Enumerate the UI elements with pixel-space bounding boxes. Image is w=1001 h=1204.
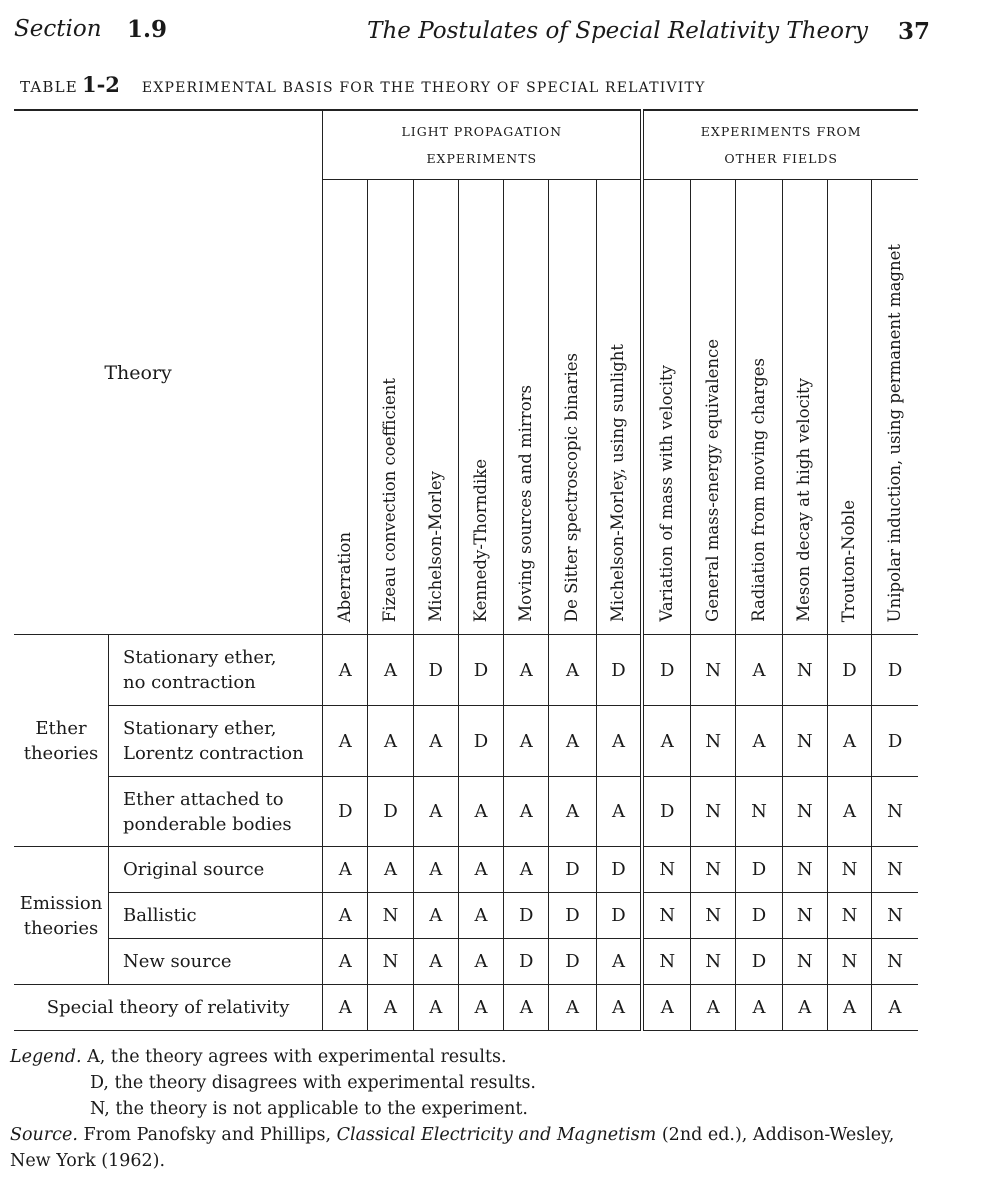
legend-line-a bbox=[10, 1044, 940, 1070]
cell-value: D bbox=[827, 635, 871, 706]
cell-value: N bbox=[691, 847, 736, 893]
legend-label: Legend. bbox=[10, 1047, 82, 1067]
row-label-line2: Lorentz contraction bbox=[123, 743, 304, 764]
chapter-title: The Postulates of Special Relativity Theory bbox=[367, 18, 868, 44]
cell-value: N bbox=[691, 706, 736, 777]
cell-value: D bbox=[368, 777, 413, 847]
cell-value: A bbox=[413, 847, 458, 893]
cell-value: D bbox=[596, 847, 642, 893]
cell-value: A bbox=[323, 985, 368, 1031]
row-group-label bbox=[14, 635, 109, 847]
cell-value: D bbox=[736, 847, 782, 893]
source-after: (2nd ed.), Addison-Wesley, bbox=[661, 1125, 895, 1145]
row-label bbox=[109, 847, 323, 893]
column-header bbox=[872, 180, 918, 635]
section-number: 1.9 bbox=[127, 16, 168, 43]
column-header bbox=[458, 180, 503, 635]
cell-value: D bbox=[549, 847, 596, 893]
group-other-fields bbox=[642, 110, 918, 180]
column-header bbox=[323, 180, 368, 635]
cell-value: D bbox=[323, 777, 368, 847]
cell-value: A bbox=[323, 635, 368, 706]
legend-n-text: N, the theory is not applicable to the experiment. bbox=[90, 1099, 528, 1119]
column-header-label: Kennedy-Thorndike bbox=[470, 458, 490, 622]
column-header-label: Radiation from moving charges bbox=[748, 358, 768, 622]
cell-value: A bbox=[458, 847, 503, 893]
cell-value: A bbox=[549, 706, 596, 777]
column-header bbox=[596, 180, 642, 635]
cell-value: D bbox=[504, 893, 549, 939]
cell-value: N bbox=[691, 893, 736, 939]
cell-value: D bbox=[549, 939, 596, 985]
cell-value: N bbox=[872, 893, 918, 939]
column-header bbox=[368, 180, 413, 635]
cell-value: A bbox=[458, 777, 503, 847]
cell-value: A bbox=[596, 777, 642, 847]
row-label bbox=[109, 706, 323, 777]
cell-value: A bbox=[413, 893, 458, 939]
row-label bbox=[14, 985, 323, 1031]
row-label-line1: Stationary ether, bbox=[123, 647, 277, 668]
cell-value: N bbox=[782, 939, 827, 985]
row-label-line2: ponderable bodies bbox=[123, 813, 292, 835]
cell-value: N bbox=[827, 893, 871, 939]
column-header-label: Unipolar induction, using permanent magnet bbox=[884, 243, 904, 622]
row-group-line2: theories bbox=[23, 742, 99, 764]
cell-value: N bbox=[642, 893, 690, 939]
theory-header: Theory bbox=[14, 110, 323, 635]
row-label bbox=[109, 893, 323, 939]
cell-value: A bbox=[872, 985, 918, 1031]
cell-value: A bbox=[504, 847, 549, 893]
cell-value: A bbox=[827, 777, 871, 847]
cell-value: D bbox=[642, 777, 690, 847]
cell-value: N bbox=[872, 777, 918, 847]
column-header bbox=[504, 180, 549, 635]
column-header bbox=[549, 180, 596, 635]
cell-value: D bbox=[736, 893, 782, 939]
cell-value: A bbox=[504, 706, 549, 777]
table-row bbox=[14, 985, 918, 1031]
cell-value: A bbox=[458, 939, 503, 985]
table-caption bbox=[20, 72, 920, 97]
row-label bbox=[109, 777, 323, 847]
row-group-line2: theories bbox=[23, 917, 99, 939]
cell-value: N bbox=[691, 777, 736, 847]
cell-value: A bbox=[596, 939, 642, 985]
cell-value: N bbox=[782, 635, 827, 706]
page-number: 37 bbox=[897, 18, 930, 45]
table-caption-word: TABLE bbox=[20, 78, 78, 96]
legend-d-text: D, the theory disagrees with experimental results. bbox=[90, 1073, 536, 1093]
cell-value: N bbox=[782, 893, 827, 939]
row-label-line1: Stationary ether, bbox=[123, 718, 277, 739]
table-body bbox=[14, 635, 918, 1031]
cell-value: A bbox=[736, 635, 782, 706]
cell-value: D bbox=[549, 893, 596, 939]
cell-value: N bbox=[691, 939, 736, 985]
cell-value: A bbox=[323, 847, 368, 893]
group-label-line2: EXPERIMENTS bbox=[426, 151, 538, 166]
table-number: 1-2 bbox=[81, 72, 120, 97]
cell-value: N bbox=[872, 847, 918, 893]
cell-value: N bbox=[642, 939, 690, 985]
experiment-table bbox=[14, 109, 918, 1031]
cell-value: A bbox=[413, 985, 458, 1031]
cell-value: A bbox=[368, 635, 413, 706]
cell-value: N bbox=[782, 777, 827, 847]
cell-value: A bbox=[549, 635, 596, 706]
group-light-propagation bbox=[323, 110, 643, 180]
row-label bbox=[109, 939, 323, 985]
cell-value: A bbox=[458, 893, 503, 939]
column-header bbox=[413, 180, 458, 635]
column-header-label: General mass-energy equivalence bbox=[702, 339, 722, 622]
cell-value: N bbox=[736, 777, 782, 847]
cell-value: A bbox=[413, 777, 458, 847]
cell-value: A bbox=[827, 706, 871, 777]
source-book-title: Classical Electricity and Magnetism bbox=[336, 1125, 657, 1145]
column-header-label: Meson decay at high velocity bbox=[794, 378, 814, 622]
cell-value: D bbox=[872, 635, 918, 706]
cell-value: A bbox=[323, 939, 368, 985]
cell-value: A bbox=[827, 985, 871, 1031]
source-note bbox=[10, 1122, 940, 1148]
table-row bbox=[14, 939, 918, 985]
column-header bbox=[782, 180, 827, 635]
cell-value: N bbox=[827, 847, 871, 893]
cell-value: A bbox=[549, 985, 596, 1031]
cell-value: D bbox=[596, 635, 642, 706]
cell-value: A bbox=[642, 985, 690, 1031]
column-header-label: De Sitter spectroscopic binaries bbox=[562, 352, 582, 622]
cell-value: N bbox=[827, 939, 871, 985]
column-header-label: Aberration bbox=[335, 531, 355, 622]
row-label-line1: Special theory of relativity bbox=[46, 997, 290, 1018]
column-header-label: Trouton-Noble bbox=[839, 499, 859, 622]
cell-value: D bbox=[413, 635, 458, 706]
cell-value: A bbox=[368, 847, 413, 893]
column-header-label: Michelson-Morley bbox=[425, 471, 445, 622]
cell-value: A bbox=[596, 706, 642, 777]
row-label-line2: no contraction bbox=[123, 672, 256, 693]
cell-value: A bbox=[323, 893, 368, 939]
cell-value: A bbox=[736, 706, 782, 777]
cell-value: D bbox=[872, 706, 918, 777]
cell-value: D bbox=[596, 893, 642, 939]
table-row bbox=[14, 847, 918, 893]
source-line2: New York (1962). bbox=[10, 1151, 166, 1171]
cell-value: N bbox=[691, 635, 736, 706]
cell-value: D bbox=[458, 706, 503, 777]
group-label-line1: LIGHT PROPAGATION bbox=[401, 124, 563, 139]
cell-value: A bbox=[549, 777, 596, 847]
cell-value: A bbox=[323, 706, 368, 777]
cell-value: A bbox=[413, 706, 458, 777]
group-header-row bbox=[14, 110, 918, 180]
row-label-line1: Original source bbox=[123, 859, 265, 880]
cell-value: D bbox=[642, 635, 690, 706]
group-label-line2: OTHER FIELDS bbox=[724, 151, 838, 166]
column-header-label: Fizeau convection coefficient bbox=[380, 377, 400, 622]
table-row bbox=[14, 706, 918, 777]
column-header-label: Variation of mass with velocity bbox=[657, 365, 676, 622]
legend-a-text: A, the theory agrees with experimental results. bbox=[87, 1047, 507, 1067]
cell-value: N bbox=[642, 847, 690, 893]
column-header bbox=[827, 180, 871, 635]
cell-value: N bbox=[872, 939, 918, 985]
cell-value: A bbox=[691, 985, 736, 1031]
cell-value: N bbox=[782, 847, 827, 893]
row-label bbox=[109, 635, 323, 706]
cell-value: N bbox=[368, 939, 413, 985]
cell-value: A bbox=[504, 777, 549, 847]
cell-value: A bbox=[413, 939, 458, 985]
row-group-label bbox=[14, 847, 109, 985]
table-row bbox=[14, 635, 918, 706]
column-header bbox=[691, 180, 736, 635]
cell-value: A bbox=[642, 706, 690, 777]
section-label: Section bbox=[14, 16, 102, 42]
cell-value: D bbox=[504, 939, 549, 985]
column-header bbox=[642, 180, 690, 635]
cell-value: A bbox=[596, 985, 642, 1031]
column-header-label: Moving sources and mirrors bbox=[515, 385, 535, 622]
cell-value: N bbox=[368, 893, 413, 939]
row-label-line1: New source bbox=[123, 951, 232, 972]
column-header-label: Michelson-Morley, using sunlight bbox=[608, 344, 628, 622]
cell-value: D bbox=[458, 635, 503, 706]
table-title: EXPERIMENTAL BASIS FOR THE THEORY OF SPECIAL RELATIVITY bbox=[141, 80, 706, 96]
row-group-line1: Ether bbox=[35, 717, 87, 739]
table-row bbox=[14, 777, 918, 847]
cell-value: A bbox=[458, 985, 503, 1031]
row-label-line1: Ballistic bbox=[123, 905, 197, 926]
source-label: Source. bbox=[10, 1125, 78, 1145]
page-header bbox=[14, 14, 930, 54]
table-row bbox=[14, 893, 918, 939]
cell-value: A bbox=[782, 985, 827, 1031]
row-label-line1: Ether attached to bbox=[123, 788, 284, 810]
column-header bbox=[736, 180, 782, 635]
row-group-line1: Emission bbox=[19, 892, 103, 914]
cell-value: D bbox=[736, 939, 782, 985]
cell-value: A bbox=[736, 985, 782, 1031]
group-label-line1: EXPERIMENTS FROM bbox=[700, 124, 862, 139]
legend bbox=[10, 1044, 940, 1174]
cell-value: A bbox=[504, 985, 549, 1031]
cell-value: A bbox=[504, 635, 549, 706]
source-before: From Panofsky and Phillips, bbox=[83, 1125, 332, 1145]
cell-value: A bbox=[368, 706, 413, 777]
cell-value: A bbox=[368, 985, 413, 1031]
cell-value: N bbox=[782, 706, 827, 777]
